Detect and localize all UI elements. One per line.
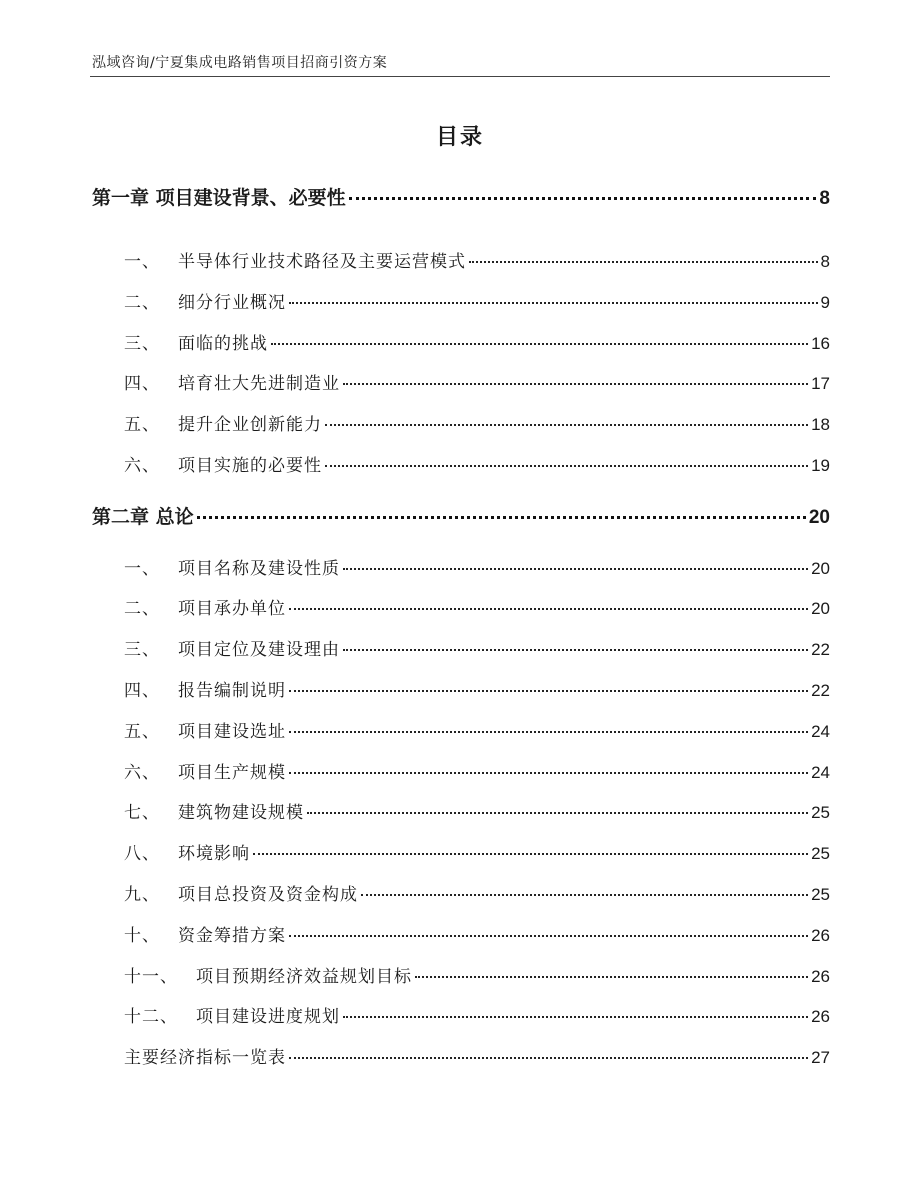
dot-leader — [415, 976, 808, 978]
toc-entry-page: 19 — [811, 456, 830, 475]
toc-entry-page: 24 — [811, 763, 830, 782]
toc-entry-number: 一、 — [124, 252, 160, 272]
toc-entry-label: 报告编制说明 — [178, 681, 286, 701]
toc-entry-page: 22 — [811, 681, 830, 700]
dot-leader — [289, 935, 808, 937]
toc-entry[interactable] — [92, 880, 830, 905]
toc-entry-number: 五、 — [124, 722, 160, 742]
toc-entry-number: 二、 — [124, 599, 160, 619]
toc-entry[interactable] — [92, 676, 830, 701]
toc-entry-label: 资金筹措方案 — [178, 926, 286, 946]
toc-entry-page: 8 — [819, 188, 830, 209]
toc-entry-number: 七、 — [124, 803, 160, 823]
toc-entry-page: 25 — [811, 803, 830, 822]
toc-entry-page: 16 — [811, 334, 830, 353]
toc-entry-number: 九、 — [124, 885, 160, 905]
toc-entry[interactable] — [92, 329, 830, 354]
toc-entry-page: 20 — [811, 559, 830, 578]
toc-entry[interactable] — [92, 717, 830, 742]
dot-leader — [469, 261, 818, 263]
toc-entry-page: 9 — [820, 293, 830, 312]
toc-entry-number: 十二、 — [124, 1007, 178, 1027]
dot-leader — [361, 894, 808, 896]
toc-entry-number: 六、 — [124, 456, 160, 476]
toc-entry[interactable] — [92, 451, 830, 476]
toc-entry[interactable] — [92, 288, 830, 313]
dot-leader — [253, 853, 808, 855]
dot-leader — [343, 568, 808, 570]
toc-entry-chapter-2[interactable] — [92, 502, 830, 529]
toc-entry-label: 项目总投资及资金构成 — [178, 885, 358, 905]
toc-title: 目录 — [435, 125, 484, 150]
toc-entry-page: 18 — [811, 415, 830, 434]
toc-entry-number: 十一、 — [124, 967, 178, 987]
toc-entry-label: 项目实施的必要性 — [178, 456, 322, 476]
toc-entry[interactable] — [92, 554, 830, 579]
toc-entry-page: 27 — [811, 1048, 830, 1067]
toc-entry[interactable] — [92, 758, 830, 783]
toc-entry[interactable] — [92, 1002, 830, 1027]
toc-entry-label: 细分行业概况 — [178, 293, 286, 313]
toc-entry-page: 26 — [811, 926, 830, 945]
toc-entry[interactable] — [92, 410, 830, 435]
toc-entry-label: 项目名称及建设性质 — [178, 559, 340, 579]
toc-entry-number: 十、 — [124, 926, 160, 946]
toc-entry-label: 项目预期经济效益规划目标 — [196, 967, 412, 987]
toc-entry-page: 8 — [820, 252, 830, 271]
dot-leader — [289, 772, 808, 774]
dot-leader — [197, 516, 806, 519]
toc-entry-label: 半导体行业技术路径及主要运营模式 — [178, 252, 466, 272]
header-divider — [90, 76, 830, 77]
toc-entry-number: 二、 — [124, 293, 160, 313]
toc-entry-label: 培育壮大先进制造业 — [178, 374, 340, 394]
toc-entry-page: 20 — [808, 507, 830, 528]
toc-entry-number: 八、 — [124, 844, 160, 864]
toc-entry-label: 第一章 项目建设背景、必要性 — [92, 187, 346, 209]
dot-leader — [307, 812, 808, 814]
toc-entry[interactable] — [92, 369, 830, 394]
toc-entry-number: 三、 — [124, 334, 160, 354]
toc-entry-number: 四、 — [124, 374, 160, 394]
toc-entry[interactable] — [92, 839, 830, 864]
toc-entry-page: 25 — [811, 844, 830, 863]
toc-entry[interactable] — [92, 962, 830, 987]
toc-entry-label: 项目建设进度规划 — [196, 1007, 340, 1027]
toc-entry-page: 22 — [811, 640, 830, 659]
toc-entry-page: 24 — [811, 722, 830, 741]
toc-entry-label: 提升企业创新能力 — [178, 415, 322, 435]
toc-entry-label: 项目定位及建设理由 — [178, 640, 340, 660]
dot-leader — [349, 197, 817, 200]
toc-entry[interactable] — [92, 635, 830, 660]
toc-entry[interactable] — [92, 798, 830, 823]
dot-leader — [343, 383, 808, 385]
toc-entry[interactable] — [92, 594, 830, 619]
dot-leader — [343, 1016, 808, 1018]
dot-leader — [325, 424, 808, 426]
toc-entry-number: 三、 — [124, 640, 160, 660]
toc-entry-number: 六、 — [124, 763, 160, 783]
running-header: 泓域咨询/宁夏集成电路销售项目招商引资方案 — [92, 55, 388, 71]
dot-leader — [289, 731, 808, 733]
dot-leader — [289, 690, 808, 692]
toc-entry-label: 项目承办单位 — [178, 599, 286, 619]
dot-leader — [325, 465, 808, 467]
toc-entry-label: 第二章 总论 — [92, 506, 194, 528]
toc-entry-page: 26 — [811, 1007, 830, 1026]
dot-leader — [289, 608, 808, 610]
toc-entry-label: 项目建设选址 — [178, 722, 286, 742]
toc-entry-label: 建筑物建设规模 — [178, 803, 304, 823]
toc-entry[interactable] — [92, 1043, 830, 1068]
toc-entry[interactable] — [92, 247, 830, 272]
toc-entry-number: 一、 — [124, 559, 160, 579]
toc-entry-page: 17 — [811, 374, 830, 393]
toc-entry-label: 环境影响 — [178, 844, 250, 864]
toc-entry-label: 主要经济指标一览表 — [124, 1048, 286, 1068]
dot-leader — [289, 1057, 808, 1059]
toc-entry-label: 面临的挑战 — [178, 334, 268, 354]
dot-leader — [271, 343, 808, 345]
toc-entry[interactable] — [92, 921, 830, 946]
toc-entry-page: 20 — [811, 599, 830, 618]
dot-leader — [343, 649, 808, 651]
toc-entry-number: 四、 — [124, 681, 160, 701]
toc-entry-page: 26 — [811, 967, 830, 986]
toc-entry-number: 五、 — [124, 415, 160, 435]
dot-leader — [289, 302, 818, 304]
toc-entry-page: 25 — [811, 885, 830, 904]
toc-entry-label: 项目生产规模 — [178, 763, 286, 783]
toc-entry-chapter-1[interactable] — [92, 183, 830, 210]
